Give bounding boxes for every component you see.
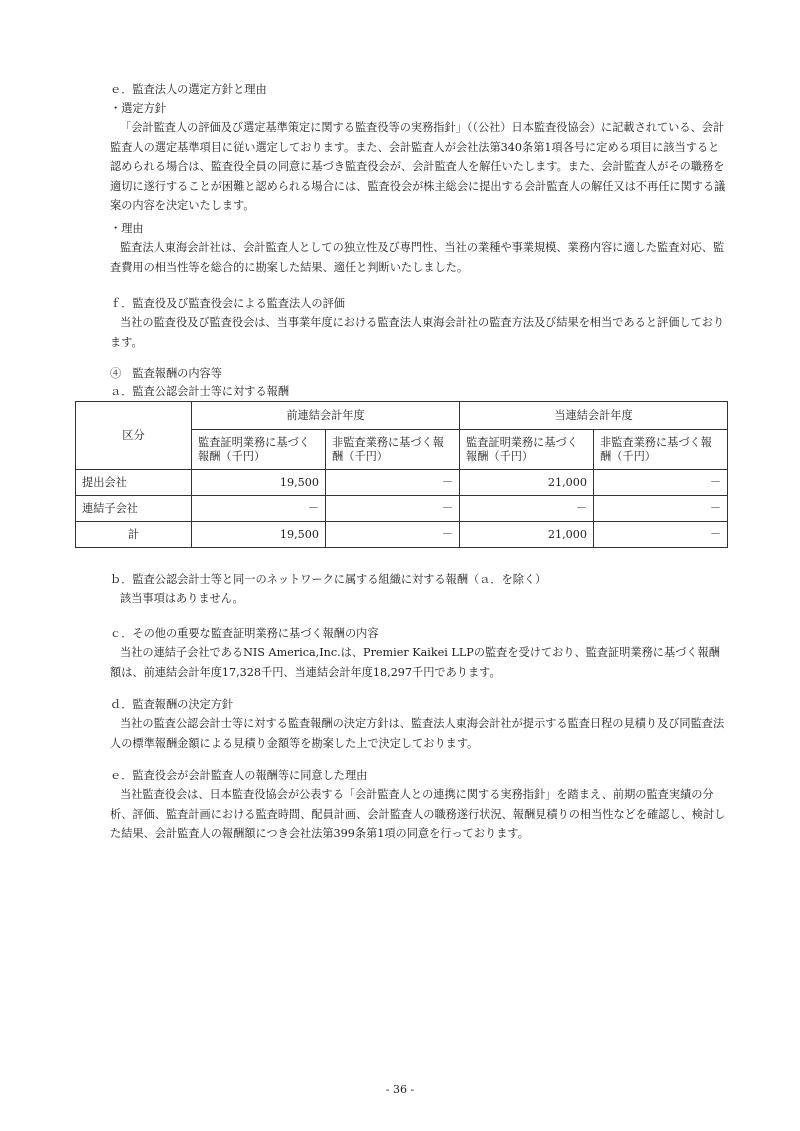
section-e-heading: ｅ．監査法人の選定方針と理由 bbox=[110, 83, 267, 96]
prev-audit-col-header: 監査証明業務に基づく報酬（千円） bbox=[192, 430, 326, 470]
policy-bullet: ・選定方針 bbox=[110, 102, 166, 115]
table-row bbox=[76, 496, 728, 522]
section-e2-heading: ｅ．監査役会が会計監査人の報酬等に同意した理由 bbox=[110, 769, 368, 782]
section-f-text: 当社の監査役及び監査役会は、当事業年度における監査法人東海会計社の監査方法及び結果を相当であると評価しております。 bbox=[110, 316, 725, 349]
table-row bbox=[76, 470, 728, 496]
section-b-text: 該当事項はありません。 bbox=[120, 592, 244, 605]
cell-curr-audit: － bbox=[460, 496, 594, 522]
cell-prev-nonaudit: － bbox=[326, 496, 460, 522]
row-label: 連結子会社 bbox=[76, 496, 192, 522]
item4-heading: ④ 監査報酬の内容等 bbox=[110, 367, 222, 380]
cell-curr-nonaudit: － bbox=[594, 470, 728, 496]
cell-curr-nonaudit: － bbox=[594, 522, 728, 548]
row-label: 計 bbox=[76, 522, 192, 548]
section-f-heading: ｆ．監査役及び監査役会による監査法人の評価 bbox=[110, 297, 345, 310]
curr-audit-col-header: 監査証明業務に基づく報酬（千円） bbox=[460, 430, 594, 470]
audit-fees-table bbox=[75, 401, 728, 548]
section-d-text: 当社の監査公認会計士等に対する監査報酬の決定方針は、監査法人東海会計社が提示する監査日程の見積り及び同監査法人の標準報酬金額による見積り金額等を勘案した上で決定しております。 bbox=[110, 717, 725, 750]
curr-nonaudit-col-header: 非監査業務に基づく報酬（千円） bbox=[594, 430, 728, 470]
section-c-heading: ｃ．その他の重要な監査証明業務に基づく報酬の内容 bbox=[110, 627, 379, 640]
section-d-heading: ｄ．監査報酬の決定方針 bbox=[110, 698, 234, 711]
prev-year-header: 前連結会計年度 bbox=[192, 402, 460, 430]
cell-curr-nonaudit: － bbox=[594, 496, 728, 522]
cell-curr-audit: 21,000 bbox=[460, 522, 594, 548]
cell-prev-audit: － bbox=[192, 496, 326, 522]
cell-prev-nonaudit: － bbox=[326, 522, 460, 548]
category-header: 区分 bbox=[76, 402, 192, 470]
table-row bbox=[76, 522, 728, 548]
section-c-text: 当社の連結子会社であるNIS America,Inc.は、Premier Kaikei LLPの監査を受けており、監査証明業務に基づく報酬額は、前連結会計年度17,328千円、当連結会計年度18,297千円であります。 bbox=[110, 646, 720, 679]
policy-text: 「会計監査人の評価及び選定基準策定に関する監査役等の実務指針」（（公社）日本監査役協会）に記載されている、会計監査人の選定基準項目に従い選定しております。また、会計監査人が会社法第340条第1項各号に定める項目に該当すると認められる場合は、監査役全員の同意に基づき監査役会が、会計監査人を解任いたします。また、会計監査人がその職務を適切に遂行することが困難と認められる場合には、監査役会が株主総会に提出する会計監査人の解任又は不再任に関する議案の内容を決定いたします。 bbox=[110, 121, 726, 212]
reason-bullet: ・理由 bbox=[110, 222, 144, 235]
cell-prev-audit: 19,500 bbox=[192, 522, 326, 548]
reason-text: 監査法人東海会計社は、会計監査人としての独立性及び専門性、当社の業種や事業規模、業務内容に適した監査対応、監査費用の相当性等を総合的に勘案した結果、適任と判断いたしました。 bbox=[110, 241, 725, 274]
section-e2-text: 当社監査役会は、日本監査役協会が公表する「会計監査人との連携に関する実務指針」を踏まえ、前期の監査実績の分析、評価、監査計画における監査時間、配員計画、会計監査人の職務遂行状況、報酬見積りの相当性などを確認し、検討した結果、会計監査人の報酬額につき会社法第399条第1項の同意を行っております。 bbox=[110, 788, 726, 840]
row-label: 提出会社 bbox=[76, 470, 192, 496]
section-b-heading: ｂ．監査公認会計士等と同一のネットワークに属する組織に対する報酬（ａ．を除く） bbox=[110, 573, 547, 586]
section-a-heading: ａ．監査公認会計士等に対する報酬 bbox=[110, 385, 290, 398]
cell-prev-audit: 19,500 bbox=[192, 470, 326, 496]
cell-prev-nonaudit: － bbox=[326, 470, 460, 496]
curr-year-header: 当連結会計年度 bbox=[460, 402, 728, 430]
prev-nonaudit-col-header: 非監査業務に基づく報酬（千円） bbox=[326, 430, 460, 470]
page-number: - 36 - bbox=[385, 1083, 415, 1096]
cell-curr-audit: 21,000 bbox=[460, 470, 594, 496]
